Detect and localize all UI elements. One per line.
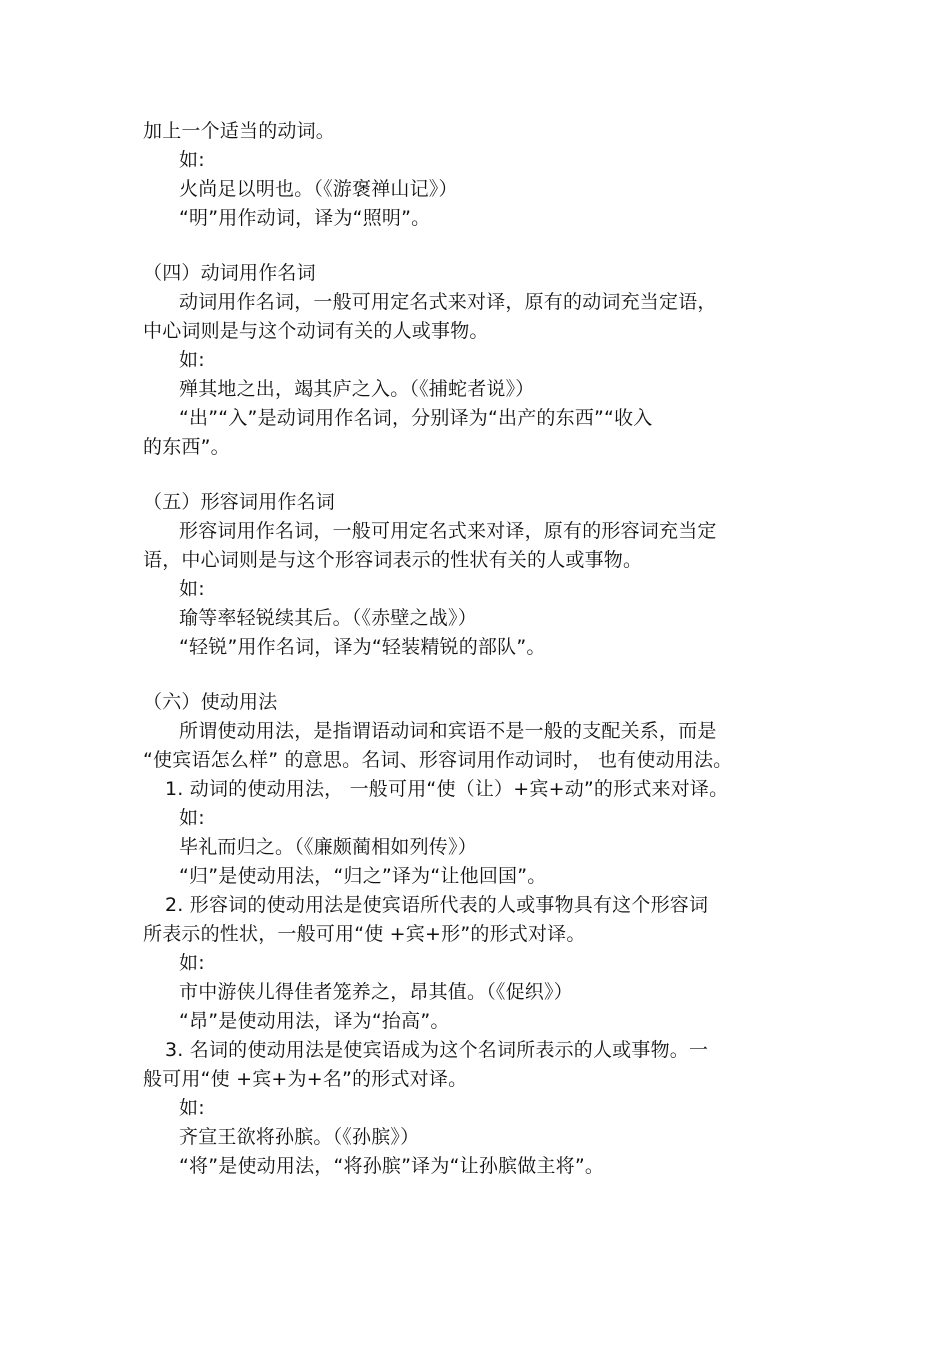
example-label: 如:	[179, 1097, 205, 1119]
text-line: 动词用作名词，一般可用定名式来对译，原有的动词充当定语，	[179, 291, 717, 313]
text-line: 般可用“使 +宾+为+名”的形式对译。	[143, 1068, 468, 1090]
text-line: 所谓使动用法，是指谓语动词和宾语不是一般的支配关系，而是	[179, 720, 717, 742]
example-sentence: 殚其地之出，竭其庐之入。（《捕蛇者说》）	[179, 378, 535, 400]
section-heading: （五）形容词用作名词	[143, 491, 336, 513]
example-sentence: 瑜等率轻锐续其后。（《赤壁之战》）	[179, 607, 477, 629]
example-label: 如:	[179, 149, 205, 171]
example-sentence: 火尚足以明也。（《游褒禅山记》）	[179, 178, 458, 200]
numbered-item: 1. 动词的使动用法， 一般可用“使（让）+宾+动”的形式来对译。	[165, 778, 729, 800]
text-line: 形容词用作名词，一般可用定名式来对译，原有的形容词充当定	[179, 520, 717, 542]
text-line: 中心词则是与这个动词有关的人或事物。	[143, 320, 489, 342]
example-label: 如:	[179, 952, 205, 974]
section-heading: （六）使动用法	[143, 691, 278, 713]
example-sentence: 市中游侠儿得佳者笼养之，昂其值。（《促织》）	[179, 981, 573, 1003]
text-line: “昂”是使动用法，译为“抬高”。	[179, 1010, 450, 1032]
text-line: “使宾语怎么样” 的意思。名词、形容词用作动词时， 也有使动用法。	[143, 749, 733, 771]
section-heading: （四）动词用作名词	[143, 262, 316, 284]
numbered-item: 2. 形容词的使动用法是使宾语所代表的人或事物具有这个形容词	[165, 894, 709, 916]
text-line: 的东西”。	[143, 436, 230, 458]
text-line: “归”是使动用法，“归之”译为“让他回国”。	[179, 865, 547, 887]
text-line: 加上一个适当的动词。	[143, 120, 336, 142]
example-sentence: 毕礼而归之。（《廉颇蔺相如列传》）	[179, 836, 477, 858]
text-line: “出”“入”是动词用作名词，分别译为“出产的东西”“收入	[179, 407, 653, 429]
text-line: “轻锐”用作名词，译为“轻装精锐的部队”。	[179, 636, 546, 658]
text-line: 语，中心词则是与这个形容词表示的性状有关的人或事物。	[143, 549, 643, 571]
text-line: 所表示的性状，一般可用“使 +宾+形”的形式对译。	[143, 923, 586, 945]
numbered-item: 3. 名词的使动用法是使宾语成为这个名词所表示的人或事物。一	[165, 1039, 709, 1061]
text-line: “将”是使动用法，“将孙膑”译为“让孙膑做主将”。	[179, 1155, 605, 1177]
example-label: 如:	[179, 578, 205, 600]
example-label: 如:	[179, 807, 205, 829]
text-line: “明”用作动词，译为“照明”。	[179, 207, 431, 229]
example-sentence: 齐宣王欲将孙膑。（《孙膑》）	[179, 1126, 420, 1148]
example-label: 如:	[179, 349, 205, 371]
